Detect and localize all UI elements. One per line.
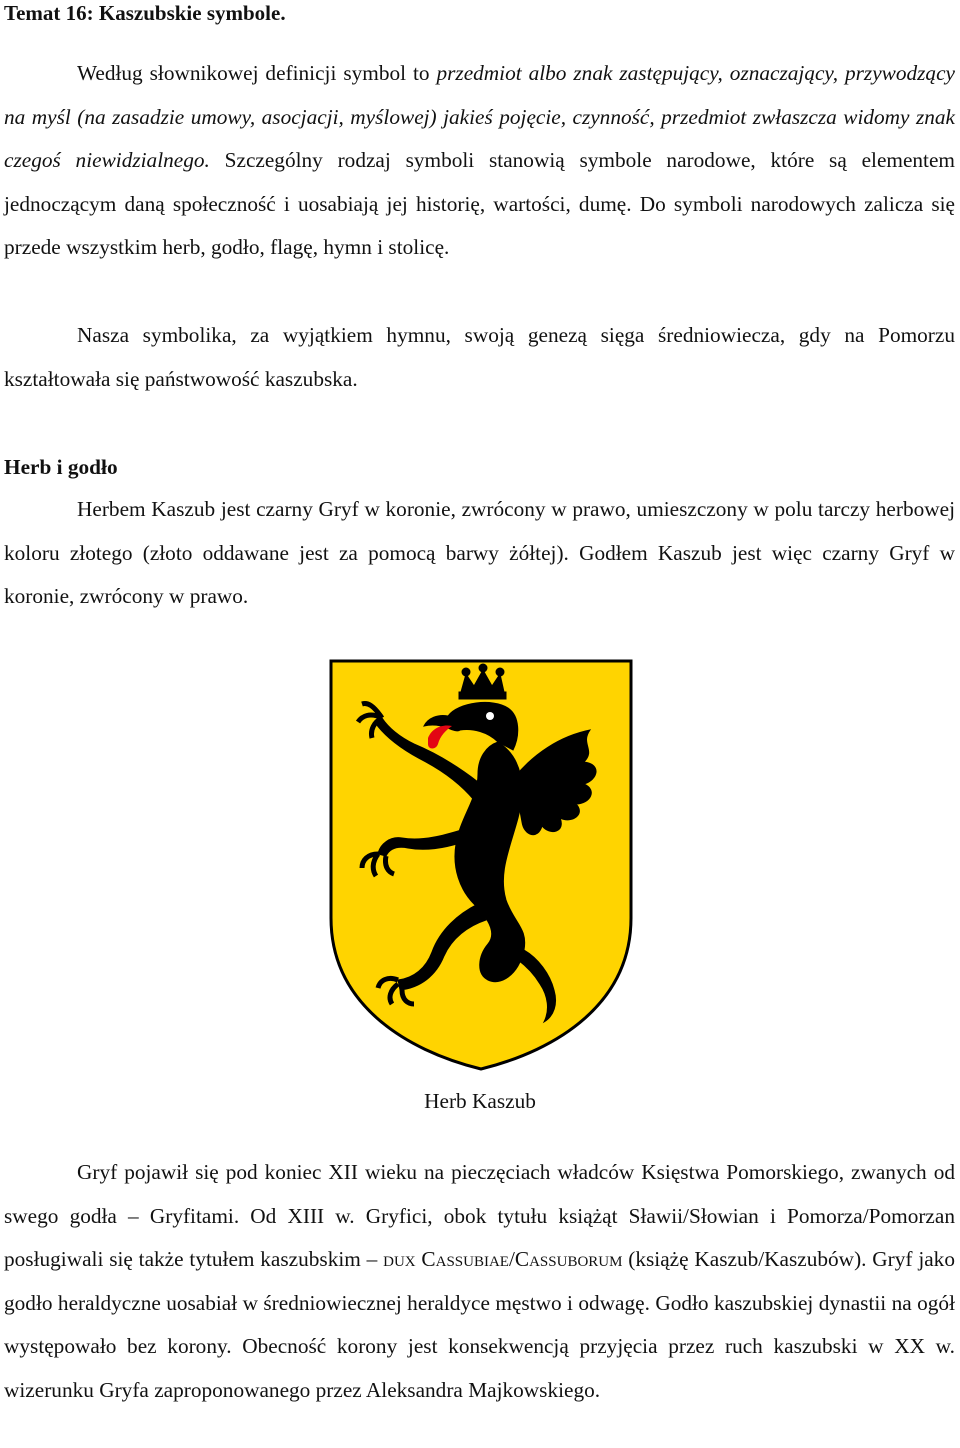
figure-caption: Herb Kaszub xyxy=(424,1089,536,1113)
page-title: Temat 16: Kaszubskie symbole. xyxy=(4,1,286,25)
section-text: Herbem Kaszub jest czarny Gryf w koronie, zwrócony w prawo, umieszczony w polu tarczy herbowej koloru złotego (złoto oddawane jest za pomocą barwy żółtej). Godłem Kaszub jest więc czarny Gryf w koronie, zwrócony w prawo. xyxy=(4,497,955,608)
intro-paragraph-2 xyxy=(4,314,955,401)
history-part2: (książę Kaszub/Kaszubów). Gryf jako godło heraldyczne uosabiał w średniowiecznej heraldyce męstwo i odwagę. Godło kaszubskiej dynastii na ogół występowało bez korony. Obecność korony jest konsekwencją przyjęcia przez ruch kaszubski w XX w. wizerunku Gryfa zaproponowanego przez Aleksandra Majkowskiego. xyxy=(4,1247,955,1402)
section-paragraph xyxy=(4,488,955,619)
intro-paragraph xyxy=(4,52,955,270)
section-heading: Herb i godło xyxy=(4,455,118,479)
history-part1: Gryf pojawił się pod koniec XII wieku na pieczęciach władców Księstwa Pomorskiego, zwanych od swego godła – Gryfitami. Od XIII w. Gryfici, obok tytułu książąt Sławii/Słowian i Pomorza/Pomorzan posługiwali się także tytułem kaszubskim – xyxy=(4,1160,955,1271)
intro-lead: Według słownikowej definicji symbol to xyxy=(77,61,430,85)
history-latin: dux Cassubiae/Cassuborum xyxy=(383,1247,623,1271)
history-paragraph xyxy=(4,1151,955,1412)
intro2-text: Nasza symbolika, za wyjątkiem hymnu, swoją genezą sięga średniowiecza, gdy na Pomorzu kształtowała się państwowość kaszubska. xyxy=(4,323,955,391)
coat-of-arms-image xyxy=(328,658,634,1072)
intro-rest: Szczególny rodzaj symboli stanowią symbole narodowe, które są elementem jednoczącym daną społeczność i uosabiają jej historię, wartości, dumę. Do symboli narodowych zalicza się przede wszystkim herb, godło, flagę, hymn i stolicę. xyxy=(4,148,955,259)
intro-definition: przedmiot albo znak zastępujący, oznaczający, przywodzący na myśl (na zasadzie umowy, asocjacji, myślowej) jakieś pojęcie, czynność, przedmiot zwłaszcza widomy znak czegoś niewidzialnego. xyxy=(4,61,955,172)
